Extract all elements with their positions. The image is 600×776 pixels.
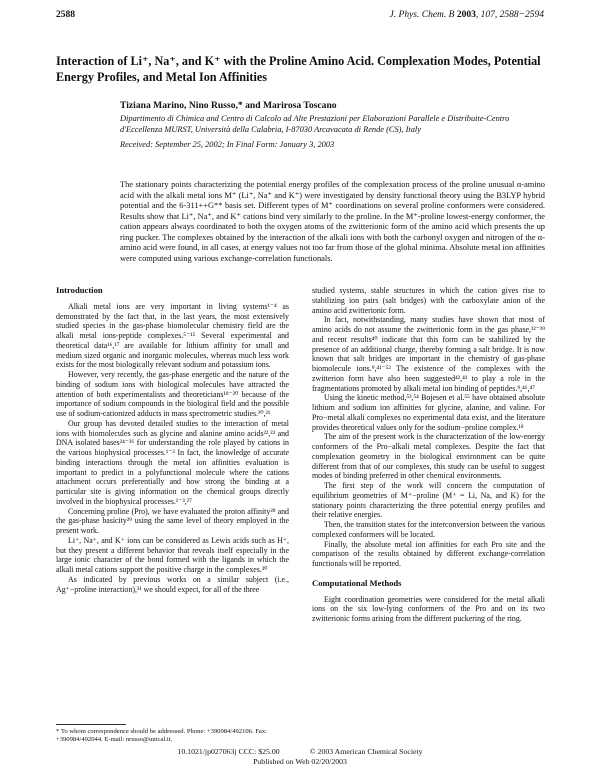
section-heading-computational-methods: Computational Methods	[312, 577, 402, 588]
paragraph: In fact, notwithstanding, many studies have shown that most of amino acids do not assume the zwitterionic form in the gas phase,³²⁻³⁹ and recent results⁴⁰ indicate that this form can be stabilized by the presence of an additional charge, thereby forming a salt bridge. It is now known that salt bridges are important in the chemistry of gas-phase biomolecule ions.⁹,⁴¹⁻⁵² The existence of the complexes with the zwitterion form have also been suggested⁴²,⁴³ to play a role in the fragmentations promoted by alkali metal ion binding of peptides.⁹,⁴⁶,⁴⁷	[312, 315, 545, 393]
paragraph: Then, the transition states for the interconversion between the various complexed conformers will be located.	[312, 520, 545, 539]
journal-year: 2003	[456, 10, 476, 20]
left-column	[56, 286, 289, 594]
section-heading-introduction: Introduction	[56, 285, 103, 295]
footnote-text: * To whom correspondence should be addressed. Phone: +390984/492106. Fax: +390984/492044. E-mail: nrusso@unical.it.	[56, 728, 267, 744]
journal-volume-pages: , 107, 2588−2594	[475, 10, 544, 20]
doi-ccc: 10.1021/jp027063j CCC: $25.00	[177, 747, 280, 756]
journal-name: J. Phys. Chem. B	[389, 10, 455, 20]
copyright: © 2003 American Chemical Society	[309, 747, 423, 756]
paragraph: Alkali metal ions are very important in living systems¹⁻⁴ as demonstrated by the fact that, in the last years, the most extensively studied species in the gas-phase biomolecular chemistry field are the alkali metal ions-peptide complexes.⁵⁻¹⁵ Several experimental and theoretical data¹⁶,¹⁷ are available for lithium affinity for small and medium sized organic and inorganic molecules, whereas much less work exists for the most biologically relevant sodium and potassium ions.	[56, 301, 289, 370]
right-column	[312, 286, 545, 624]
paragraph: Concerning proline (Pro), we have evaluated the proton affinity²⁸ and the gas-phase basicity²⁹ using the same level of theory employed in the present work.	[56, 506, 289, 535]
page-header	[56, 10, 544, 24]
affiliation: Dipartimento di Chimica and Centro di Calcolo ad Alte Prestazioni per Elaborazioni Parallele e Distribuite-Centro d'Eccellenza MURST, Università della Calabria, I-87030 Arcavacata di Rende (CS), Italy	[120, 114, 510, 134]
article-title: Interaction of Li⁺, Na⁺, and K⁺ with the Proline Amino Acid. Complexation Modes, Potential Energy Profiles, and Metal Ion Affinities	[56, 54, 541, 84]
abstract: The stationary points characterizing the potential energy profiles of the complexation process of the proline unusual α-amino acid with the alkali metal ions M⁺ (Li⁺, Na⁺ and K⁺) were investigated by density functional theory using the B3LYP hybrid potential and the 6-311++G** basis set. Different types of M⁺ coordinations on several proline conformers were considered. Results show that Li⁺, Na⁺, and K⁺ cations bind very similarly to the proline. In the M⁺-proline lowest-energy conformer, the cation appears always coordinated to both the oxygen atoms of the zwitterionic form of the amino acid which presents the up ring pucker. The complexes obtained by the interaction of the alkali ions with both the carbonyl oxygen and nitrogen of the α-amino acid were found, in all cases, at energy values not too far from those of the global minima. Absolute metal ion affinities were computed using various exchange-correlation functionals.	[120, 180, 545, 263]
paragraph: Li⁺, Na⁺, and K⁺ ions can be considered as Lewis acids such as H⁺, but they present a different behavior that reveals itself especially in the large ionic character of the bond formed with the ligands in which the alkali metal cations support the positive charge in the complexes.³⁰	[56, 535, 289, 574]
paragraph: Our group has devoted detailed studies to the interaction of metal ions with biomolecules such as glycine and alanine amino acids²²,²³ and DNA isolated bases²⁴⁻²⁶ for understanding the role played by cations in the various biophysical processes.¹⁻³ In fact, the knowledge of accurate binding interactions through the metal ion affinities evaluation is important to predict in a polyfunctional molecule where the cations attachment occurs preferentially and how strong the binding at a particular site is giving information on the chemical groups directly involved in the biophysical processes.¹⁻³,²⁷	[56, 418, 289, 506]
correspondence-footnote	[56, 728, 289, 744]
paragraph: Finally, the absolute metal ion affinities for each Pro site and the comparison of the results obtained by different exchange-correlation functionals will be reported.	[312, 539, 545, 568]
authors: Tiziana Marino, Nino Russo,* and Marirosa Toscano	[120, 100, 337, 111]
paragraph: The first step of the work will concern the computation of equilibrium geometries of M⁺−proline (M⁺ = Li, Na, and K) for the stationary points characterizing the three potential energy profiles and their relative energies.	[312, 481, 545, 520]
received-date: Received: September 25, 2002; In Final Form: January 3, 2003	[120, 140, 335, 149]
paragraph: studied systems, stable structures in which the cation gives rise to stabilizing ion pairs (salt bridges) with the carboxylate anion of the amino acid zwitterionic form.	[312, 286, 545, 315]
journal-citation	[390, 10, 544, 20]
paragraph: The aim of the present work is the characterization of the low-energy conformers of the Pro−alkali metal complexes. Despite the fact that complexation geometry in the biological environment can be quite different from that of our complexes, this study can be useful to suggest modes of binding preferred in other chemical environments.	[312, 432, 545, 481]
paragraph: However, very recently, the gas-phase energetic and the nature of the binding of sodium ions with biological molecules have attracted the attention of both experimentalists and theoreticians¹⁸⁻²⁰ because of the importance of sodium compounds in the biological field and the possible use of sodium-cationized adducts in mass spectrometric studies.²⁰,²¹	[56, 370, 289, 418]
paragraph: As indicated by previous works on a similar subject (i.e., Ag⁺−proline interaction),³¹ we should expect, for all of the three	[56, 574, 289, 594]
footnote-rule	[56, 724, 126, 725]
paragraph: Using the kinetic method,⁵³,⁵⁴ Bojesen et al.⁵⁵ have obtained absolute lithium and sodium ion affinities for glycine, alanine, and valine. For Pro−metal alkali complexes no experimental data exist, and the literature provides theoretical values only for the sodium−proline complex.¹⁸	[312, 393, 545, 432]
page-number: 2588	[56, 10, 75, 20]
paragraph: Eight coordination geometries were considered for the metal alkali ions on the six low-lying conformers of the Pro and on its two zwitterionic forms arising from the different puckering of the ring.	[312, 594, 545, 623]
published-date: Published on Web 02/20/2003	[253, 756, 347, 766]
page-footer	[0, 747, 600, 766]
